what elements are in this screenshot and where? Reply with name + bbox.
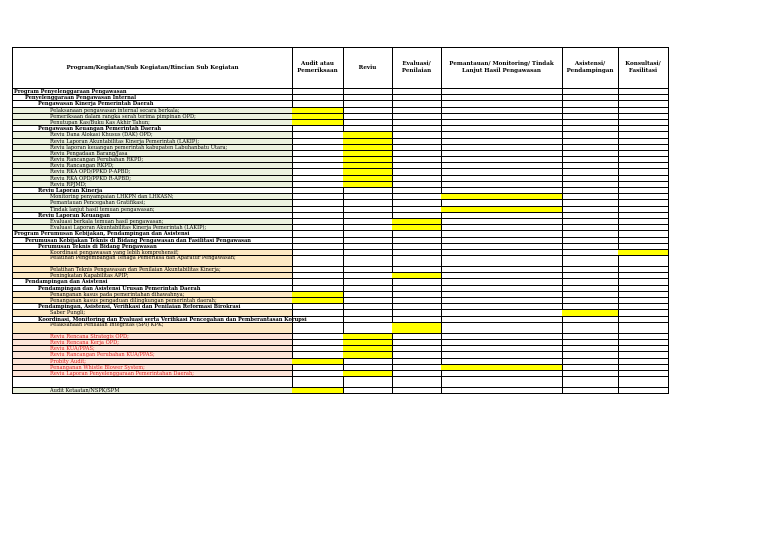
grid-cell[interactable] bbox=[441, 388, 563, 394]
grid-cell[interactable] bbox=[441, 323, 563, 334]
row-label-text: Audit Ketaatan/NSPK/SPM bbox=[50, 388, 120, 395]
row-label-text: Reviu Rencana Kerja OPD; bbox=[50, 339, 119, 346]
row-label-text: Penanganan kasus pengaduan dilingkungan pemerintah daerah; bbox=[50, 298, 217, 304]
grid-cell[interactable] bbox=[618, 323, 669, 334]
table-row bbox=[12, 388, 669, 394]
table-body bbox=[12, 89, 669, 394]
grid-cell[interactable] bbox=[343, 256, 393, 267]
row-label-text: Pendampingan dan Asistensi bbox=[25, 279, 108, 286]
grid-cell[interactable] bbox=[292, 256, 344, 267]
row-label-text: Reviu Pengadaan Barang/Jasa bbox=[50, 150, 128, 157]
row-label-text: Pendampingan dan Asistensi Urusan Pemerintah Daerah bbox=[38, 285, 201, 292]
grid-cell[interactable] bbox=[343, 323, 393, 334]
grid-cell[interactable] bbox=[292, 377, 344, 388]
row-label-text: Reviu Laporan Penyelenggaraan Pemerintahan Daerah; bbox=[50, 370, 194, 377]
row-label[interactable] bbox=[12, 388, 293, 394]
grid-cell[interactable] bbox=[392, 388, 442, 394]
row-label-text: Koordinasi, Monitoring dan Evaluasi serta Verifikasi Pencegahan dan Pemberantasan Korupsi bbox=[38, 316, 307, 323]
row-label-text: Tindak lanjut hasil temuan pengawasan; bbox=[50, 206, 155, 213]
header-asistensi: Asistensi/ Pendampingan bbox=[562, 47, 619, 89]
header-program: Program/Kegiatan/Sub Kegiatan/Rincian Sub Kegiatan bbox=[12, 47, 293, 89]
row-label-text: Reviu laporan keuangan pemerintah kabupaten Labuhanbatu Utara; bbox=[50, 144, 228, 151]
grid-cell[interactable] bbox=[392, 323, 442, 334]
grid-cell[interactable] bbox=[562, 377, 619, 388]
row-label-text: Evaluasi berkala temuan hasil pengawasan; bbox=[50, 218, 164, 225]
row-label-text: Saber Pungli; bbox=[50, 310, 86, 317]
row-label[interactable] bbox=[12, 256, 293, 267]
row-label-text: Pelaksanaan Penilaian Integritas (SPI) KPK; bbox=[50, 321, 164, 328]
row-label-text: Reviu RKA OPD/PPKD R-APBD; bbox=[50, 175, 131, 182]
row-label-text: Penanganan kasus pada pemerintahan dihawahnya; bbox=[50, 291, 185, 298]
row-label-text: Reviu RKA OPD/PPKD P-APBD; bbox=[50, 169, 131, 176]
grid-cell[interactable] bbox=[343, 388, 393, 394]
row-label-text: Penanganan Whistle Blower System; bbox=[50, 364, 145, 371]
row-label-text: Pengawasan Kinerja Pemerintah Daerah bbox=[38, 101, 154, 108]
row-label[interactable] bbox=[12, 323, 293, 334]
header-reviu: Reviu bbox=[343, 47, 393, 89]
grid-cell[interactable] bbox=[618, 377, 669, 388]
table-row bbox=[12, 323, 669, 334]
row-label-text: Perumusan Teknis di Bidang Pengawasan bbox=[38, 243, 157, 250]
row-label-text: Evaluasi Laporan Akuntabilitas Kinerja Pemerintah (LAKIP); bbox=[50, 225, 207, 232]
row-label-text: Probity Audit; bbox=[50, 358, 86, 365]
row-label-text: Reviu Rancangan Perubahan KUA/PPAS; bbox=[50, 352, 155, 359]
row-label-text: Koordinasi pengawasan yang lebih komprehensif; bbox=[50, 249, 179, 256]
grid-cell[interactable] bbox=[618, 388, 669, 394]
row-label-text: Monitoring penyampaian LHKPN dan LHKASN; bbox=[50, 194, 174, 201]
row-label-text: Reviu Rancangan RKPD; bbox=[50, 163, 114, 170]
row-label-text: Perumusan Kebijakan Teknis di Bidang Pengawasan dan Fasilitasi Pengawasan bbox=[25, 237, 251, 244]
row-label-text: Program Perumusan Kebijakan, Pendampingan dan Asistensi bbox=[14, 231, 190, 238]
row-label-text: Peningkatan Kapabilitas APIP; bbox=[50, 273, 129, 280]
table-row bbox=[12, 377, 669, 388]
grid-cell[interactable] bbox=[562, 256, 619, 267]
grid-cell[interactable] bbox=[618, 256, 669, 267]
grid-cell[interactable] bbox=[343, 377, 393, 388]
grid-cell[interactable] bbox=[441, 256, 563, 267]
row-label-text: Reviu Laporan Keuangan bbox=[38, 212, 110, 219]
row-label-text: Reviu Rencana Strategis OPD; bbox=[50, 333, 129, 340]
row-label-text: Reviu Laporan Kinerja bbox=[38, 188, 103, 194]
row-label-text: Reviu Laporan Akuntabilitas Kinerja Pemerintah (LAKIP); bbox=[50, 138, 200, 145]
grid-cell[interactable] bbox=[562, 323, 619, 334]
row-label-text: Pelaksanaan pengawasan internal secara berkala; bbox=[50, 107, 180, 114]
row-label-text: Pengawasan Keuangan Pemerintah Daerah bbox=[38, 126, 162, 133]
grid-cell[interactable] bbox=[292, 388, 344, 394]
row-label-text: Reviu Dana Alokasi Khusus (DAK) OPD; bbox=[50, 132, 153, 139]
row-label-text: Penutupan Kas/Buku Kas Akhir Tahun; bbox=[50, 119, 150, 126]
row-label-text: Reviu RPJMD; bbox=[50, 181, 87, 188]
grid-cell[interactable] bbox=[441, 377, 563, 388]
header-pemantauan: Pemantauan/ Monitoring/ Tindak Lanjut Hasil Pengawasan bbox=[441, 47, 563, 89]
row-label-text: Pemeriksaan dalam rangka serah terima pimpinan OPD; bbox=[50, 113, 196, 120]
grid-cell[interactable] bbox=[292, 323, 344, 334]
header-audit: Audit atau Pemeriksaan bbox=[292, 47, 344, 89]
row-label-text: Reviu KUA/PPAS; bbox=[50, 346, 95, 353]
grid-cell[interactable] bbox=[562, 388, 619, 394]
header-konsultasi: Konsultasi/ Fasilitasi bbox=[618, 47, 669, 89]
row-label[interactable] bbox=[12, 377, 293, 388]
table-row bbox=[12, 256, 669, 267]
grid-cell[interactable] bbox=[392, 256, 442, 267]
row-label-text: Pelatihan Teknis Pengawasan dan Penilaian Akuntabilitas Kinerja; bbox=[50, 267, 221, 274]
row-label-text: Reviu Rancangan Perubahan RKPD; bbox=[50, 157, 144, 164]
row-label-text: Pelatihan Pengembangan Tenaga Pemeriksa dan Aparatur Pengawasan; bbox=[50, 255, 236, 262]
row-label-text: Pemantauan Pencegahan Gratifikasi; bbox=[50, 200, 146, 207]
row-label-text: Penyelenggaraan Pengawasan Internal bbox=[25, 95, 137, 102]
row-label-text: Program Penyelenggaraan Pengawasan bbox=[14, 89, 127, 95]
header-evaluasi: Evaluasi/ Penilaian bbox=[392, 47, 442, 89]
row-label-text: Pendampingan, Asistensi, Verifikasi dan Penilaian Reformasi Birokrasi bbox=[38, 304, 241, 311]
grid-cell[interactable] bbox=[392, 377, 442, 388]
